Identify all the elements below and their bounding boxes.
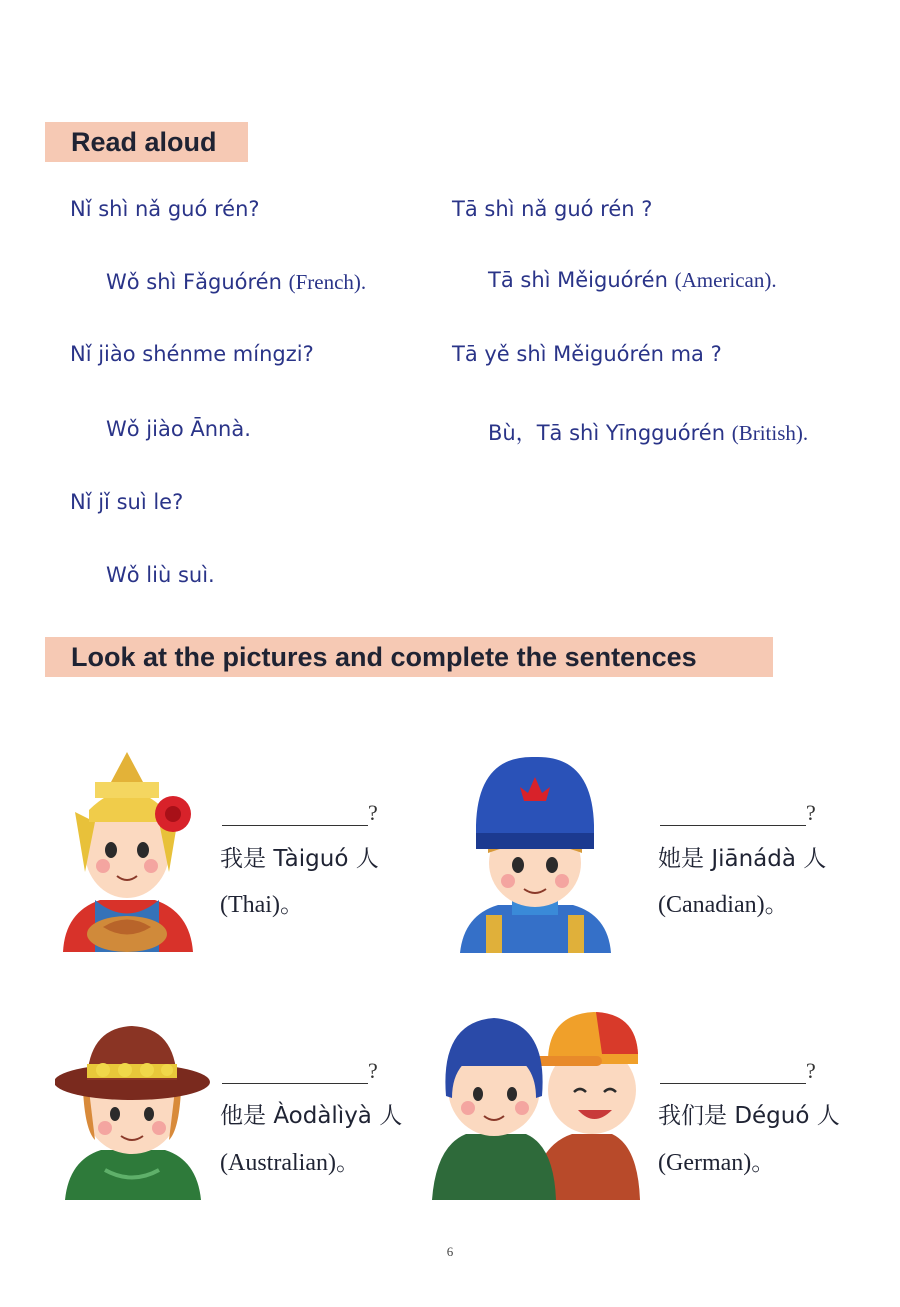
dialogue-answer: Wǒ jiào Ānnà. (106, 417, 251, 441)
page-number: 6 (446, 1244, 454, 1259)
thai-girl-illustration (55, 752, 200, 957)
exercise-nationality: (German)。 (658, 1150, 776, 1176)
dialogue-question: Tā shì nǎ guó rén ? (452, 197, 653, 221)
german-kids-illustration (432, 1006, 640, 1202)
dialogue-answer: Tā shì Měiguórén (American). (488, 268, 777, 292)
section-banner-read-aloud: Read aloud (45, 122, 248, 162)
answer-blank[interactable]: ? (222, 800, 378, 826)
dialogue-question: Nǐ jiào shénme míngzi? (70, 342, 314, 366)
dialogue-question: Nǐ shì nǎ guó rén? (70, 197, 260, 221)
australian-boy-illustration (55, 1020, 210, 1202)
section-banner-complete-sentences: Look at the pictures and complete the sentences (45, 637, 773, 677)
exercise-nationality: (Canadian)。 (658, 892, 789, 918)
dialogue-question: Tā yě shì Měiguórén ma ? (452, 342, 722, 366)
exercise-nationality: (Thai)。 (220, 892, 304, 918)
exercise-sentence: 她是 Jiānádà 人 (658, 846, 827, 872)
dialogue-answer: Wǒ shì Fǎguórén (French). (106, 270, 367, 294)
dialogue-question: Nǐ jǐ suì le? (70, 490, 184, 514)
answer-blank[interactable]: ? (660, 1058, 816, 1084)
exercise-sentence: 他是 Àodàlìyà 人 (220, 1103, 403, 1129)
exercise-sentence: 我是 Tàiguó 人 (220, 846, 379, 872)
dialogue-answer: Wǒ liù suì. (106, 563, 215, 587)
dialogue-answer: Bù，Tā shì Yīngguórén (British). (488, 421, 809, 445)
answer-blank[interactable]: ? (660, 800, 816, 826)
exercise-sentence: 我们是 Déguó 人 (658, 1103, 840, 1129)
exercise-nationality: (Australian)。 (220, 1150, 360, 1176)
canadian-girl-illustration (458, 755, 613, 955)
answer-blank[interactable]: ? (222, 1058, 378, 1084)
